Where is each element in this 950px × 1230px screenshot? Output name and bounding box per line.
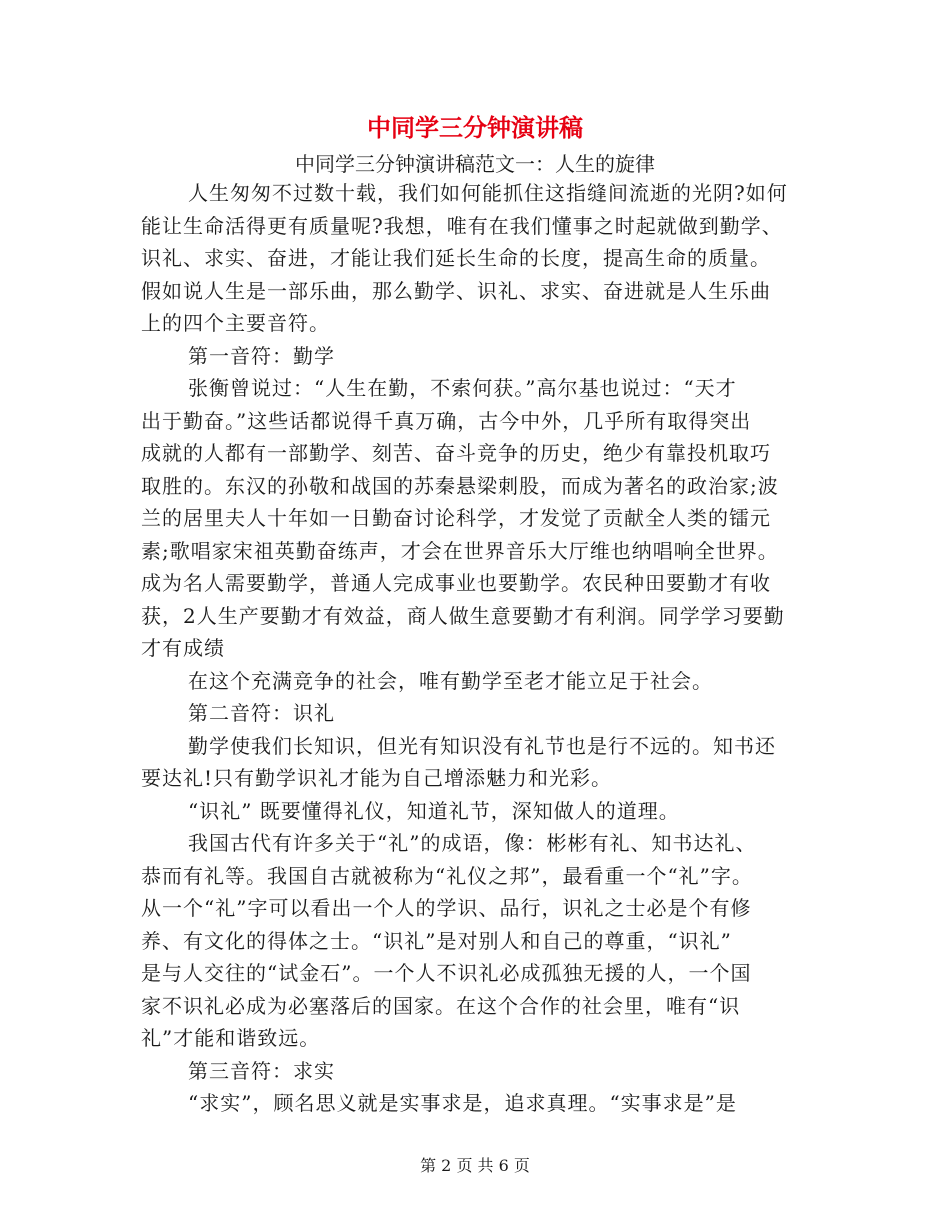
- paragraph-line: “识礼” 既要懂得礼仪，知道礼节，深知做人的道理。: [188, 798, 680, 823]
- paragraph-line: 养、有文化的得体之士。“识礼”是对别人和自己的尊重，“识礼”: [141, 928, 732, 953]
- page-footer: 第 2 页 共 6 页: [420, 1156, 530, 1175]
- paragraph-line: 获，2人生产要勤才有效益，商人做生意要勤才有利润。同学学习要勤: [141, 603, 785, 628]
- section-heading: 第三音符：求实: [188, 1058, 335, 1083]
- document-title: 中同学三分钟演讲稿: [367, 114, 583, 142]
- paragraph-line: 兰的居里夫人十年如一日勤奋讨论科学，才发觉了贡献全人类的镭元: [141, 506, 771, 530]
- paragraph-line: 人生匆匆不过数十载，我们如何能抓住这指缝间流逝的光阴?如何: [188, 181, 788, 205]
- paragraph-line: 张衡曾说过：“人生在勤，不索何获。”高尔基也说过：“天才: [188, 376, 737, 400]
- paragraph-line: 识礼、求实、奋进，才能让我们延长生命的长度，提高生命的质量。: [141, 246, 771, 270]
- paragraph-line: 在这个充满竞争的社会，唯有勤学至老才能立足于社会。: [188, 668, 713, 693]
- paragraph-line: 要达礼!只有勤学识礼才能为自己增添魅力和光彩。: [141, 766, 613, 790]
- paragraph-line: 是与人交往的“试金石”。一个人不识礼必成孤独无援的人，一个国: [141, 961, 752, 985]
- paragraph-line: “求实”，顾名思义就是实事求是，追求真理。“实事求是”是: [188, 1091, 737, 1115]
- paragraph-line: 礼”才能和谐致远。: [141, 1026, 321, 1050]
- paragraph-line: 假如说人生是一部乐曲，那么勤学、识礼、求实、奋进就是人生乐曲: [141, 278, 771, 303]
- paragraph-line: 家不识礼必成为必塞落后的国家。在这个合作的社会里，唯有“识: [141, 993, 741, 1018]
- paragraph-line: 我国古代有许多关于“礼”的成语，像：彬彬有礼、知书达礼、: [188, 831, 757, 855]
- paragraph-line: 素;歌唱家宋祖英勤奋练声，才会在世界音乐大厅维也纳唱响全世界。: [141, 538, 779, 563]
- paragraph-line: 能让生命活得更有质量呢?我想，唯有在我们懂事之时起就做到勤学、: [141, 213, 783, 238]
- paragraph-line: 恭而有礼等。我国自古就被称为“礼仪之邦”，最看重一个“礼”字。: [141, 863, 753, 888]
- paragraph-line: 从一个“礼”字可以看出一个人的学识、品行，识礼之士必是个有修: [141, 896, 752, 920]
- document-body: [141, 177, 813, 1120]
- paragraph-line: 出于勤奋。”这些话都说得千真万确，古今中外，几乎所有取得突出: [141, 408, 752, 433]
- paragraph-line: 勤学使我们长知识，但光有知识没有礼节也是行不远的。知书还: [188, 733, 776, 758]
- paragraph-line: 才有成绩: [141, 636, 225, 660]
- paragraph-line: 成就的人都有一部勤学、刻苦、奋斗竞争的历史，绝少有靠投机取巧: [141, 441, 771, 465]
- paragraph-line: 上的四个主要音符。: [141, 311, 330, 335]
- paragraph-line: 成为名人需要勤学，普通人完成事业也要勤学。农民种田要勤才有收: [141, 571, 771, 595]
- paragraph-line: 取胜的。东汉的孙敬和战国的苏秦悬梁刺股，而成为著名的政治家;波: [141, 473, 779, 498]
- document-subtitle: 中同学三分钟演讲稿范文一：人生的旋律: [295, 152, 655, 176]
- section-heading: 第一音符：勤学: [188, 343, 335, 368]
- section-heading: 第二音符：识礼: [188, 701, 335, 725]
